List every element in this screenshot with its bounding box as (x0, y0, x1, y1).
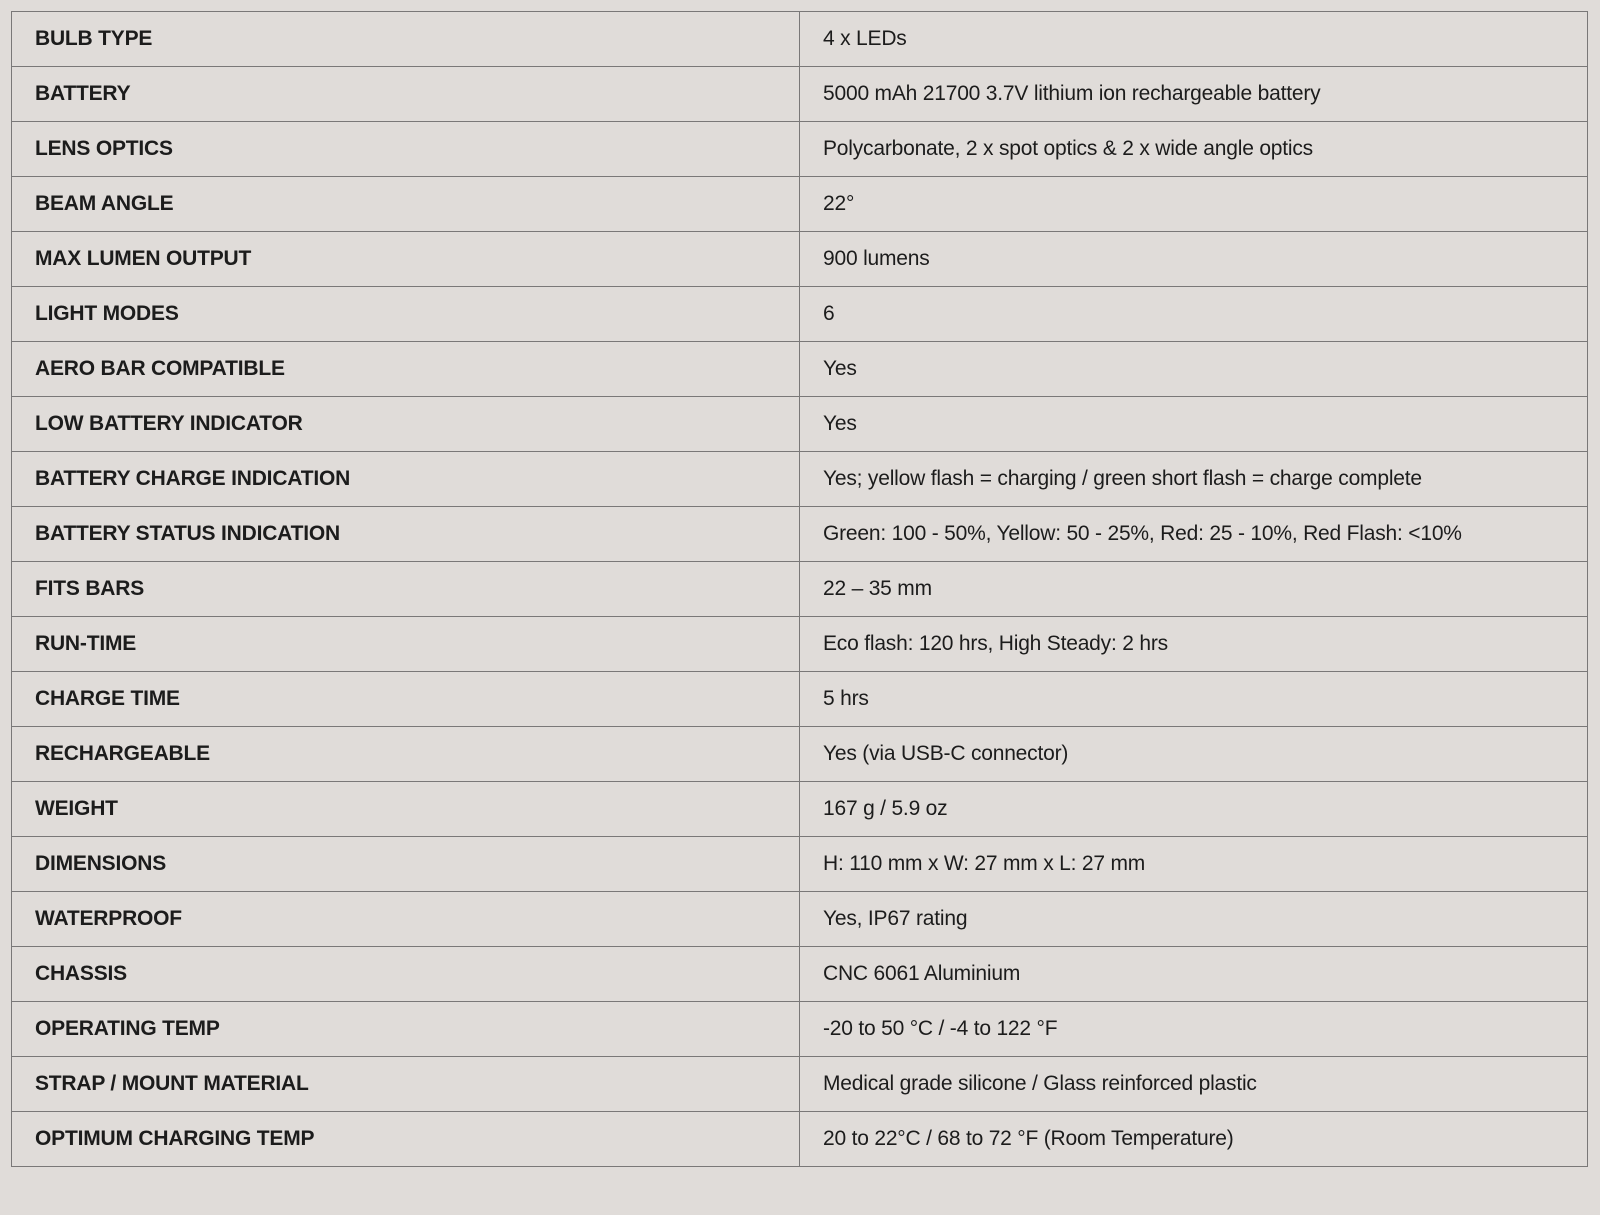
spec-row-aero-bar-compatible (12, 342, 1588, 397)
spec-row-lens-optics (12, 122, 1588, 177)
spec-row-waterproof (12, 892, 1588, 947)
spec-row-light-modes (12, 287, 1588, 342)
spec-value: Yes, IP67 rating (800, 892, 1588, 947)
spec-row-fits-bars (12, 562, 1588, 617)
spec-label: LIGHT MODES (12, 287, 800, 342)
spec-value: 22 – 35 mm (800, 562, 1588, 617)
spec-row-max-lumen-output (12, 232, 1588, 287)
spec-row-beam-angle (12, 177, 1588, 232)
spec-label: RECHARGEABLE (12, 727, 800, 782)
spec-label: OPTIMUM CHARGING TEMP (12, 1112, 800, 1167)
spec-label: LENS OPTICS (12, 122, 800, 177)
spec-row-battery-status-indication (12, 507, 1588, 562)
spec-row-chassis (12, 947, 1588, 1002)
spec-row-battery (12, 67, 1588, 122)
spec-value: Yes; yellow flash = charging / green short flash = charge complete (800, 452, 1588, 507)
spec-label: BATTERY (12, 67, 800, 122)
spec-value: -20 to 50 °C / -4 to 122 °F (800, 1002, 1588, 1057)
spec-label: WEIGHT (12, 782, 800, 837)
spec-row-battery-charge-indication (12, 452, 1588, 507)
spec-row-dimensions (12, 837, 1588, 892)
spec-label: BATTERY STATUS INDICATION (12, 507, 800, 562)
spec-value: 900 lumens (800, 232, 1588, 287)
spec-label: MAX LUMEN OUTPUT (12, 232, 800, 287)
spec-row-optimum-charging-temp (12, 1112, 1588, 1167)
spec-value: CNC 6061 Aluminium (800, 947, 1588, 1002)
spec-value: Medical grade silicone / Glass reinforced plastic (800, 1057, 1588, 1112)
spec-value: Yes (800, 342, 1588, 397)
spec-label: OPERATING TEMP (12, 1002, 800, 1057)
spec-label: AERO BAR COMPATIBLE (12, 342, 800, 397)
spec-value: Eco flash: 120 hrs, High Steady: 2 hrs (800, 617, 1588, 672)
spec-value: 5000 mAh 21700 3.7V lithium ion rechargeable battery (800, 67, 1588, 122)
spec-row-weight (12, 782, 1588, 837)
spec-value: 167 g / 5.9 oz (800, 782, 1588, 837)
spec-label: BEAM ANGLE (12, 177, 800, 232)
spec-value: Yes (via USB-C connector) (800, 727, 1588, 782)
spec-label: FITS BARS (12, 562, 800, 617)
spec-label: BATTERY CHARGE INDICATION (12, 452, 800, 507)
spec-value: Green: 100 - 50%, Yellow: 50 - 25%, Red: 25 - 10%, Red Flash: <10% (800, 507, 1588, 562)
spec-value: Polycarbonate, 2 x spot optics & 2 x wide angle optics (800, 122, 1588, 177)
spec-row-bulb-type (12, 12, 1588, 67)
spec-row-charge-time (12, 672, 1588, 727)
spec-row-low-battery-indicator (12, 397, 1588, 452)
spec-value: 4 x LEDs (800, 12, 1588, 67)
spec-label: STRAP / MOUNT MATERIAL (12, 1057, 800, 1112)
spec-value: 22° (800, 177, 1588, 232)
spec-label: CHASSIS (12, 947, 800, 1002)
spec-row-run-time (12, 617, 1588, 672)
spec-label: CHARGE TIME (12, 672, 800, 727)
spec-label: BULB TYPE (12, 12, 800, 67)
spec-table-body (12, 12, 1588, 1167)
spec-value: 20 to 22°C / 68 to 72 °F (Room Temperature) (800, 1112, 1588, 1167)
spec-row-rechargeable (12, 727, 1588, 782)
spec-row-operating-temp (12, 1002, 1588, 1057)
spec-label: WATERPROOF (12, 892, 800, 947)
spec-label: RUN-TIME (12, 617, 800, 672)
spec-value: 6 (800, 287, 1588, 342)
spec-value: 5 hrs (800, 672, 1588, 727)
spec-table (11, 11, 1588, 1167)
spec-label: LOW BATTERY INDICATOR (12, 397, 800, 452)
spec-row-strap-mount-material (12, 1057, 1588, 1112)
spec-value: H: 110 mm x W: 27 mm x L: 27 mm (800, 837, 1588, 892)
spec-label: DIMENSIONS (12, 837, 800, 892)
spec-value: Yes (800, 397, 1588, 452)
